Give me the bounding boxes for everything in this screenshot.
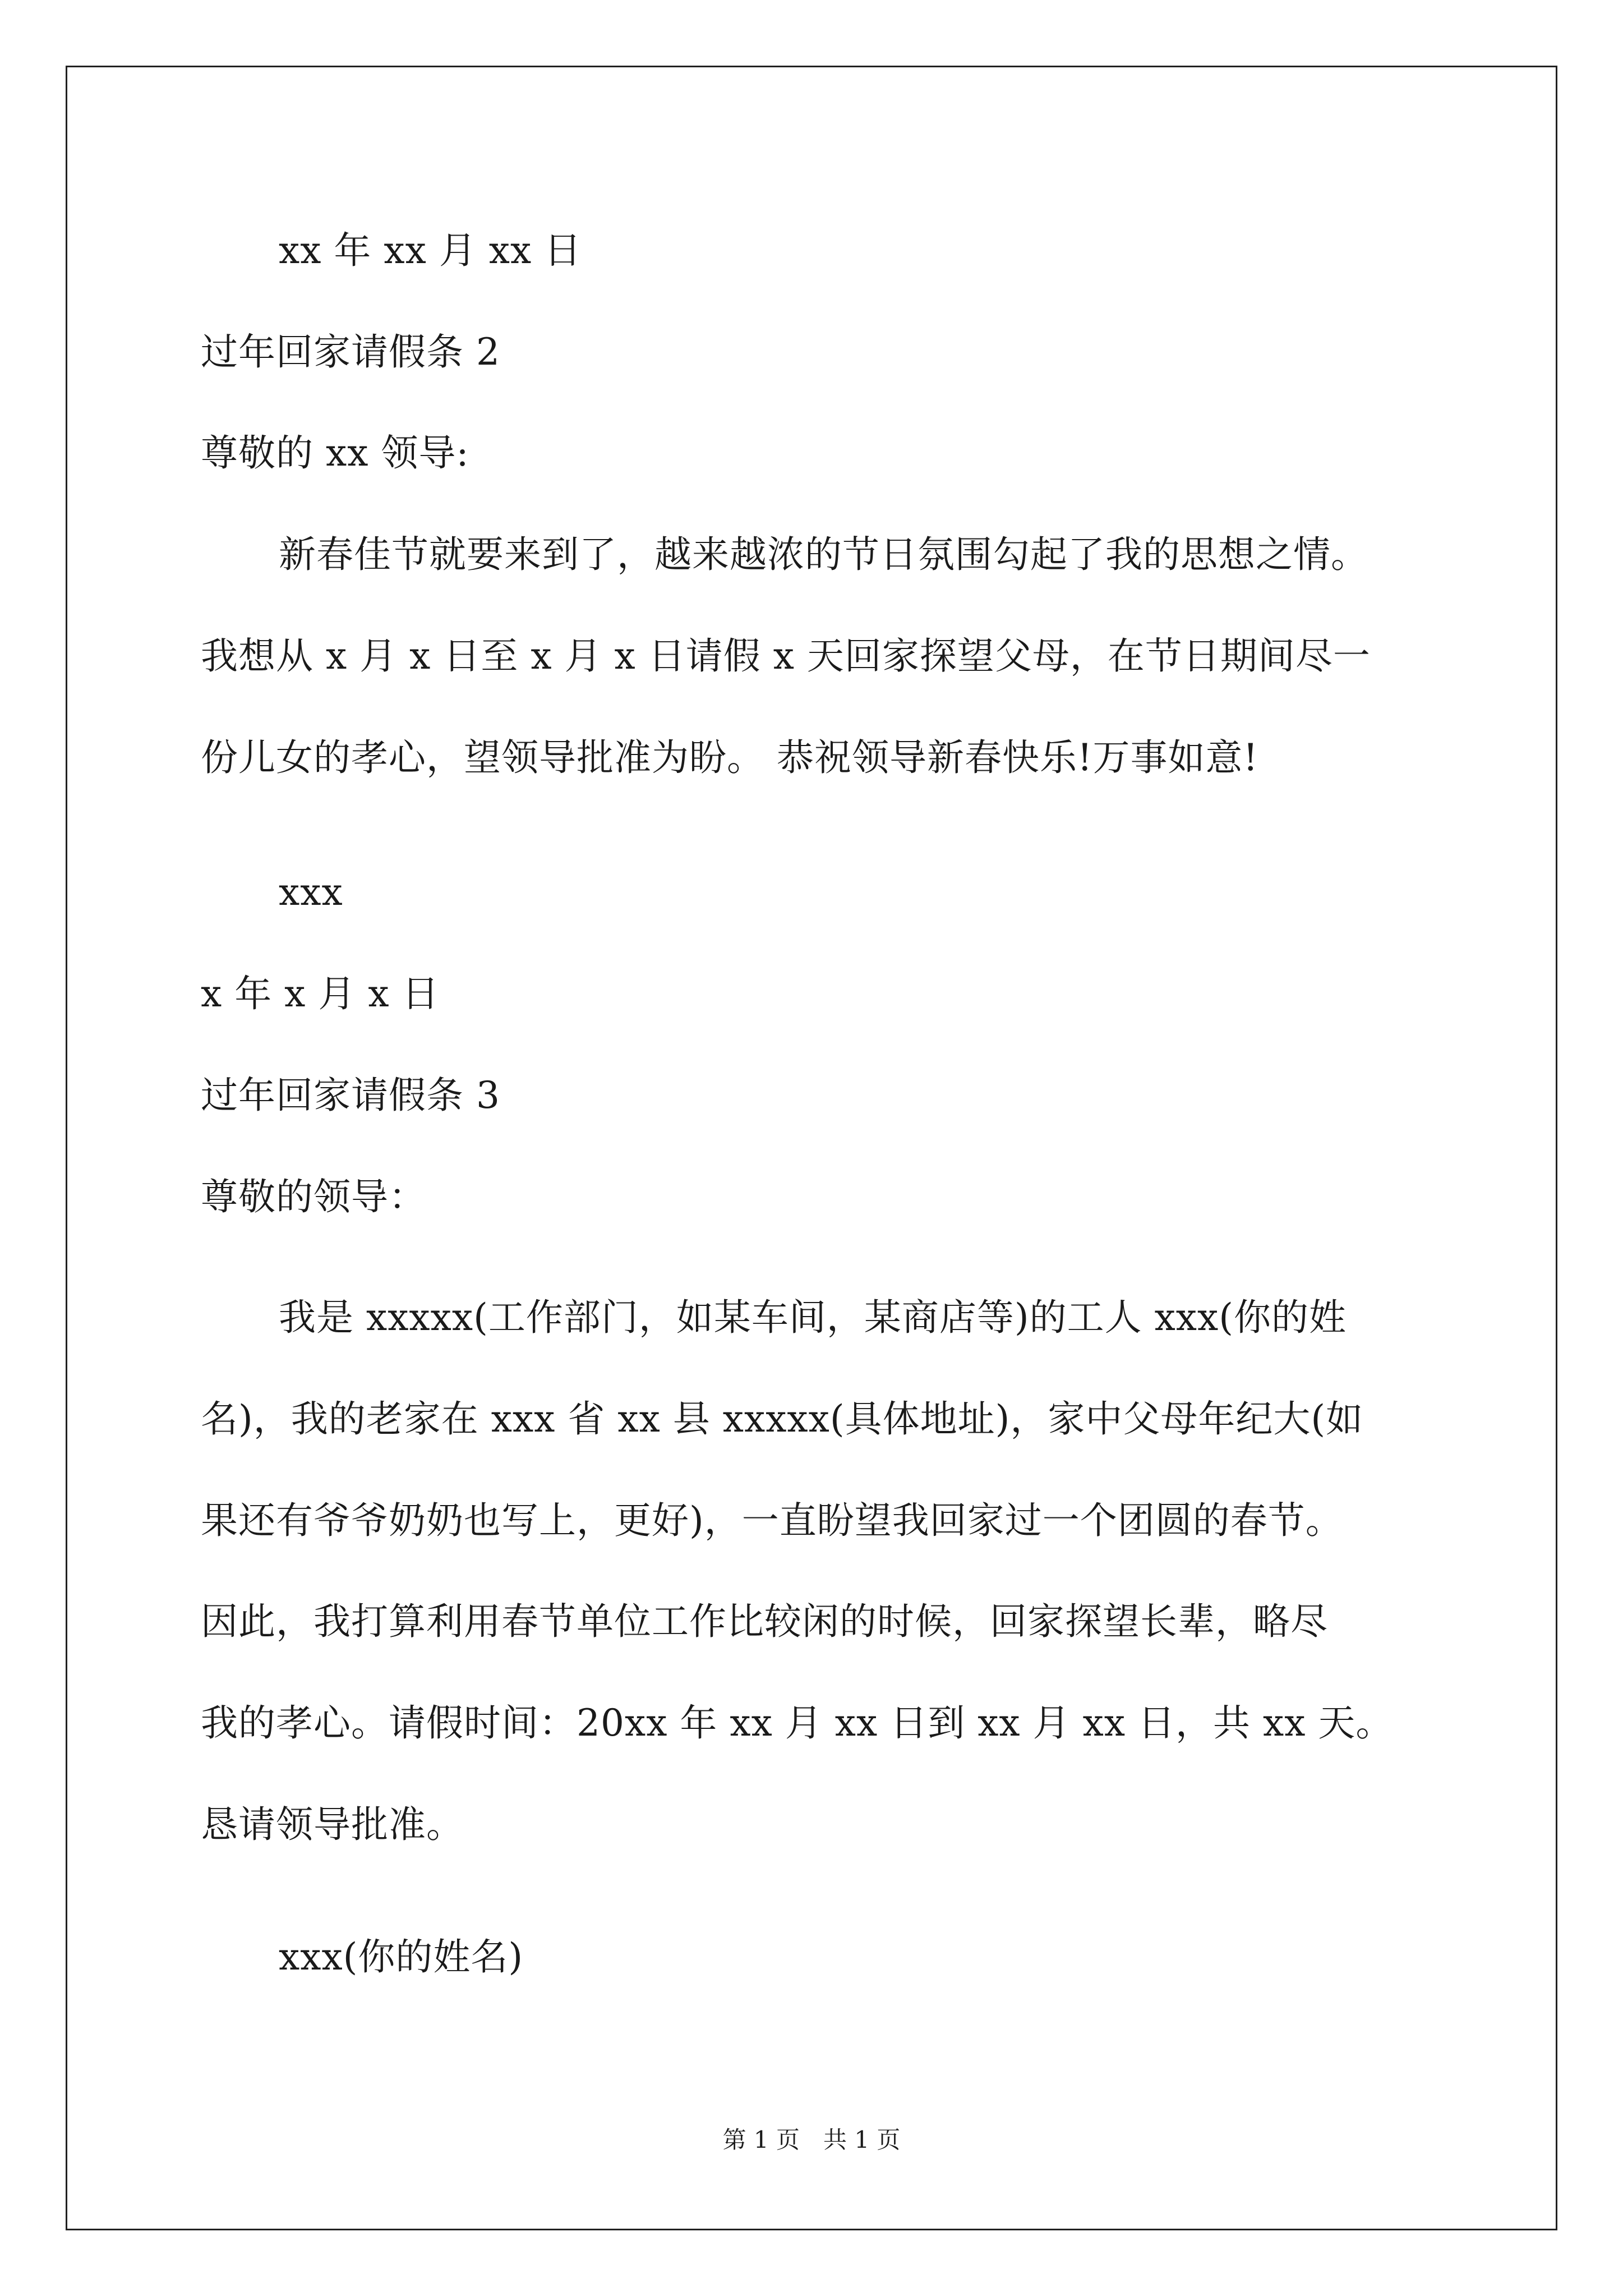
date-line: xx 年 xx 月 xx 日	[279, 229, 582, 272]
body-line: 我的孝心。请假时间：20xx 年 xx 月 xx 日到 xx 月 xx 日，共 xx 天。	[201, 1701, 1394, 1745]
body-line: 我是 xxxxx(工作部门，如某车间，某商店等)的工人 xxx(你的姓	[279, 1296, 1347, 1339]
section-heading-2: 过年回家请假条 2	[201, 330, 500, 374]
body-line: 名)，我的老家在 xxx 省 xx 县 xxxxx(具体地址)，家中父母年纪大(如	[201, 1397, 1364, 1441]
body-line: 我想从 x 月 x 日至 x 月 x 日请假 x 天回家探望父母，在节日期间尽一	[201, 634, 1371, 678]
body-line: 因此，我打算利用春节单位工作比较闲的时候，回家探望长辈，略尽	[201, 1600, 1328, 1643]
signature: xxx	[279, 871, 343, 914]
signature: xxx(你的姓名)	[279, 1935, 524, 1978]
page-border	[66, 66, 1557, 2230]
page-number: 第 1 页 共 1 页	[722, 2126, 901, 2154]
date-line: x 年 x 月 x 日	[201, 972, 440, 1015]
salutation: 尊敬的领导：	[201, 1175, 426, 1218]
section-heading-3: 过年回家请假条 3	[201, 1074, 500, 1117]
body-line: 果还有爷爷奶奶也写上，更好)，一直盼望我回家过一个团圆的春节。	[201, 1499, 1343, 1542]
body-line: 恳请领导批准。	[201, 1803, 464, 1846]
salutation: 尊敬的 xx 领导:	[201, 431, 469, 475]
body-line: 份儿女的孝心，望领导批准为盼。 恭祝领导新春快乐!万事如意!	[201, 736, 1259, 779]
body-line: 新春佳节就要来到了，越来越浓的节日氛围勾起了我的思想之情。	[279, 533, 1368, 576]
